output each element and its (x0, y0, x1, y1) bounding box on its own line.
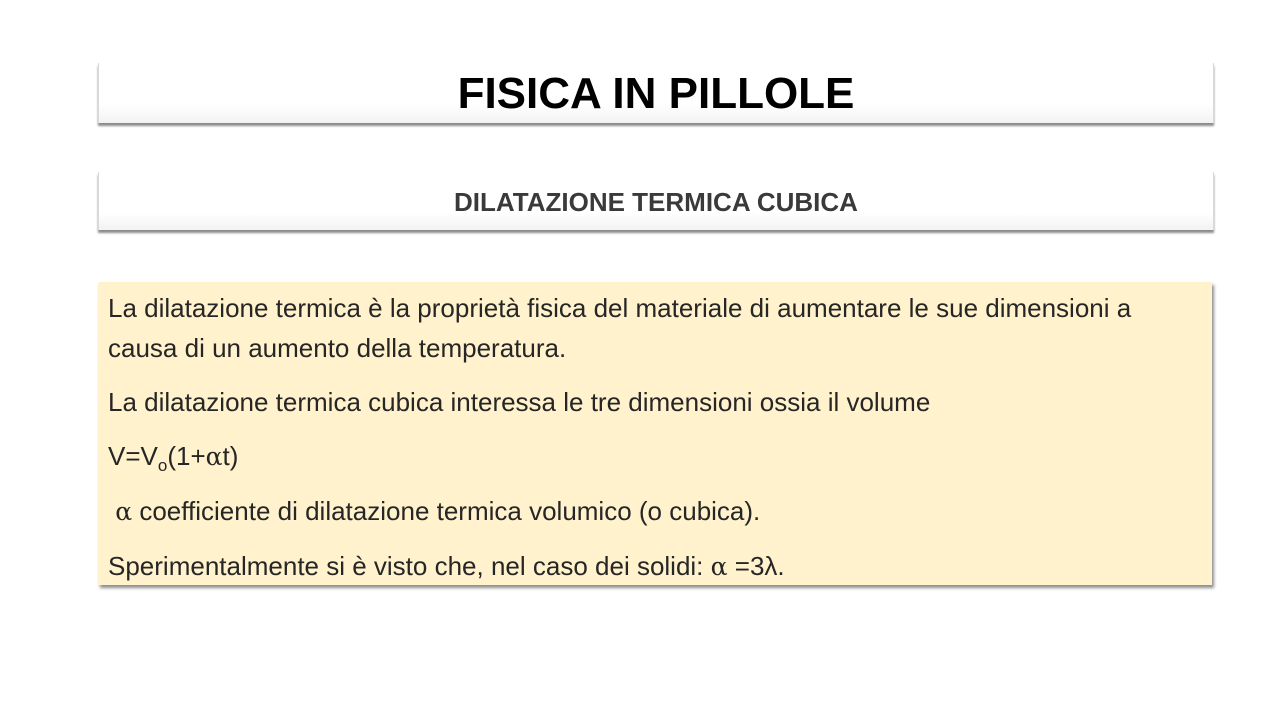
paragraph-cubic-expansion: La dilatazione termica cubica interessa le tre dimensioni ossia il volume (108, 387, 931, 417)
subtitle-box (98, 172, 1214, 230)
slide-title: FISICA IN PILLOLE (457, 69, 855, 118)
formula-alpha: α (205, 442, 223, 471)
alpha-definition (108, 491, 1202, 532)
formula-open: (1+ (167, 441, 206, 471)
solids-alpha-symbol: α (710, 552, 728, 581)
solids-relation (108, 546, 1202, 587)
solids-relation-value: =3λ. (727, 551, 785, 581)
formula-close: t) (222, 441, 239, 471)
alpha-definition-text: coefficiente di dilatazione termica volumico (o cubica). (132, 496, 761, 526)
volume-formula (108, 436, 1202, 477)
formula-prefix: V=V (108, 441, 158, 471)
formula-subscript: o (157, 456, 168, 475)
title-box (98, 63, 1214, 123)
slide-subtitle: DILATAZIONE TERMICA CUBICA (454, 186, 858, 217)
solids-relation-text: Sperimentalmente si è visto che, nel caso dei solidi: (108, 551, 711, 581)
paragraph-definition: La dilatazione termica è la proprietà fisica del materiale di aumentare le sue dimensioni a causa di un aumento della temperatura. (108, 293, 1132, 363)
content-box (98, 282, 1212, 585)
alpha-symbol: α (115, 497, 133, 526)
